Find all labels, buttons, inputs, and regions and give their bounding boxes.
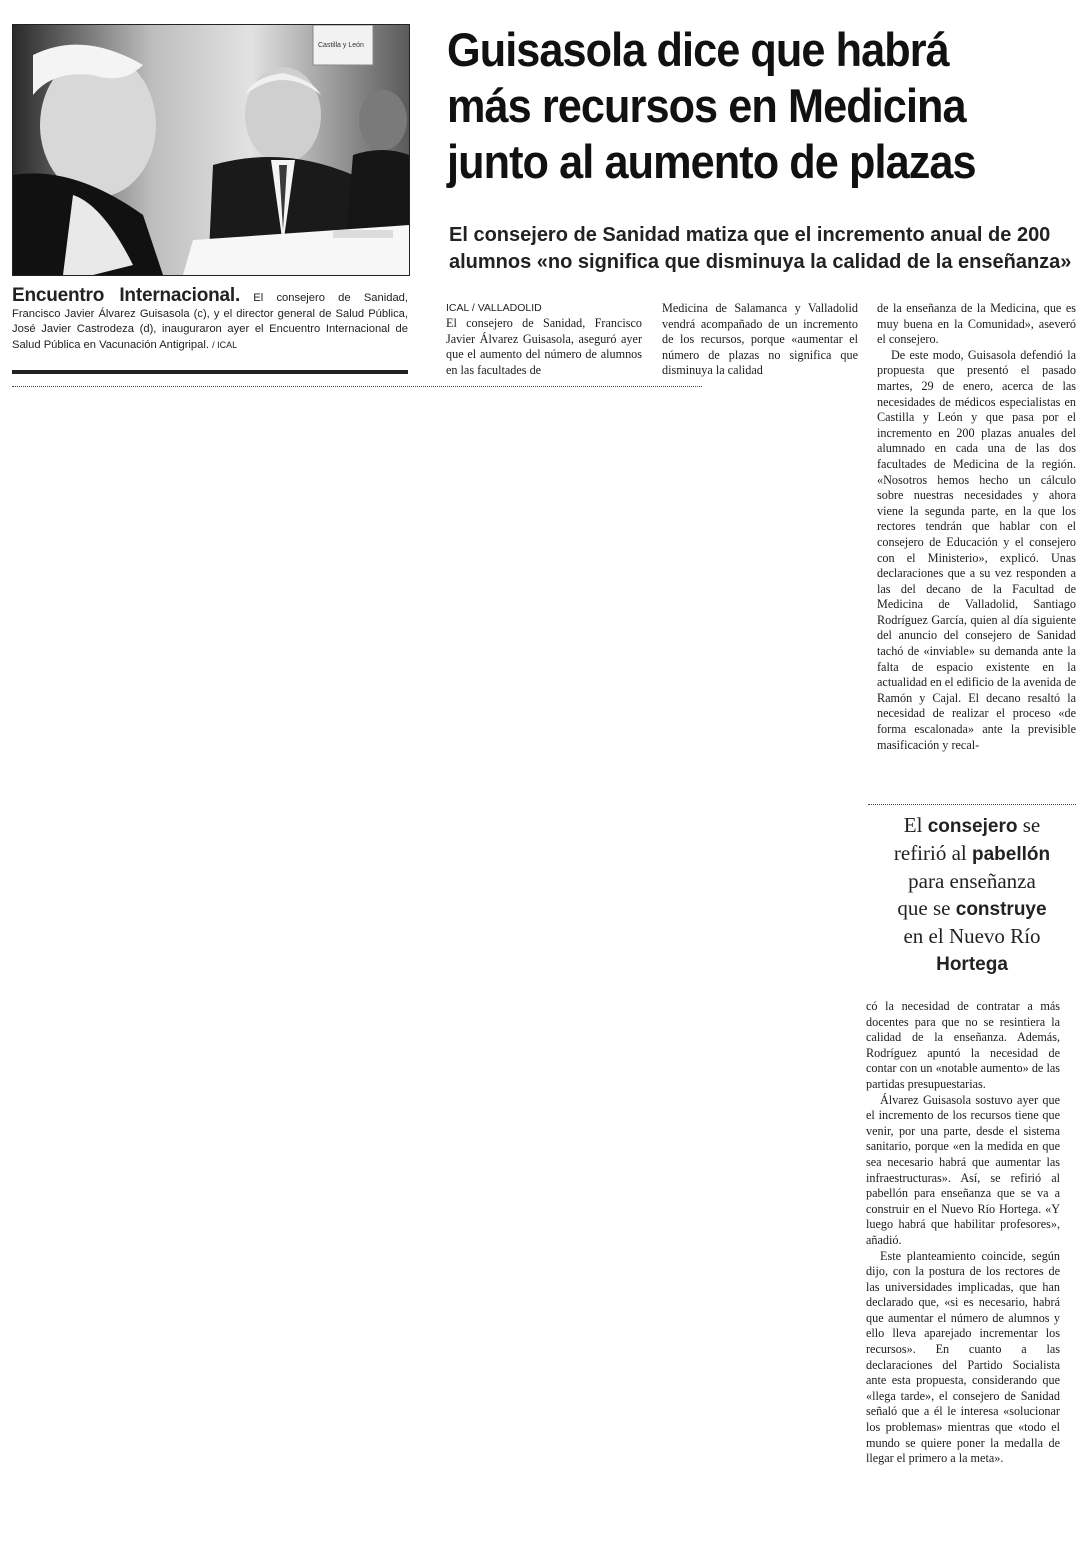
headline-line: junto al aumento de plazas: [447, 135, 976, 188]
caption-rule: [12, 370, 408, 374]
pullquote-emphasis: Hortega: [936, 954, 1008, 975]
article-paragraph: de la enseñanza de la Medicina, que es muy buena en la Comunidad», aseveró el consejero.: [877, 301, 1076, 347]
pullquote-line: [868, 812, 1076, 840]
article-paragraph: Medicina de Salamanca y Valladolid vendrá acompañado de un incremento de los recursos, porque «aumentar el número de plazas no significa que disminuya la calidad: [662, 301, 858, 378]
article-paragraph: Álvarez Guisasola sostuvo ayer que el incremento de los recursos tiene que venir, por una parte, desde el sistema sanitario, porque «en la medida en que sea necesario habrá que aumentar las infraestructuras». Así, se refirió al pabellón para enseñanza que se va a construir en el Nuevo Río Hortega. «Y luego habrá que habilitar profesores», añadió.: [866, 1092, 1060, 1247]
headline: [447, 22, 1027, 190]
subheadline: [449, 222, 1072, 276]
article-paragraph: có la necesidad de contratar a más docentes para que no se resintiera la calidad de la enseñanza. Además, Rodríguez apuntó la necesidad de contar con un «notable aumento» de las partidas presupuestarias.: [866, 999, 1060, 1091]
subheadline-line: El consejero de Sanidad matiza que el incremento anual de 200: [449, 224, 1051, 246]
pullquote-text: para enseñanza: [908, 869, 1036, 893]
news-photo: [12, 24, 410, 276]
pullquote-text: en el Nuevo Río: [903, 924, 1041, 948]
article-column-3-bottom: [866, 999, 1060, 1467]
pullquote-text: que se: [897, 896, 956, 920]
caption-lead: Encuentro Internacional.: [12, 285, 241, 306]
pullquote-line: [868, 923, 1076, 950]
pullquote-line: [868, 868, 1076, 895]
article-column-3-top: [877, 301, 1076, 753]
pullquote-emphasis: construye: [955, 899, 1047, 920]
article-paragraph: Este planteamiento coincide, según dijo, con la postura de los rectores de las universidades implicadas, que han declarado que, «si es necesario, habrá que aumentar el número de alumnos y ello lleva aparejado incrementar los recursos». En cuanto a las declaraciones del Partido Socialista ante esta propuesta, considerando que «llega tarde», el consejero de Sanidad señaló que a él le interesa «solucionar los problemas» mientras que «todo el mundo se quiere poner la medalla de llegar el primero a la meta».: [866, 1248, 1060, 1466]
pullquote-text: refirió al: [893, 841, 972, 865]
section-divider: [12, 386, 702, 387]
subheadline-line: alumnos «no significa que disminuya la calidad de la enseñanza»: [449, 251, 1072, 273]
pullquote: [868, 812, 1076, 978]
photo-illustration: [13, 25, 409, 275]
caption-credit: / ICAL: [212, 339, 238, 350]
headline-line: más recursos en Medicina: [447, 79, 966, 132]
byline: ICAL / VALLADOLID: [446, 302, 542, 314]
article-column-1: [446, 316, 642, 378]
pullquote-emphasis: consejero: [927, 816, 1018, 837]
headline-line: Guisasola dice que habrá: [447, 23, 949, 76]
pullquote-line: [868, 895, 1076, 923]
article-paragraph: El consejero de Sanidad, Francisco Javier Álvarez Guisasola, aseguró ayer que el aumento del número de alumnos en las facultades de: [446, 316, 642, 377]
pullquote-text: El: [903, 813, 928, 837]
article-paragraph: De este modo, Guisasola defendió la propuesta que presentó el pasado martes, 29 de enero, acerca de las necesidades de médicos especialistas en Castilla y León y que pasa por el incremento en 200 plazas anuales del alumnado en cada una de las dos facultades de Medicina de la región. «Nosotros hemos hecho un cálculo sobre nuestras necesidades y ahora viene la segunda parte, en la que los rectores tendrán que hablar con el consejero de Educación y el consejero con el Ministerio», explicó. Unas declaraciones que a su vez responden a las del decano de la Facultad de Medicina de Valladolid, Santiago Rodríguez García, quien al día siguiente del anuncio del consejero de Sanidad tachó de «inviable» su demanda ante la falta de espacio existente en la actualidad en el edificio de la avenida de Ramón y Cajal. El decano resaltó la necesidad de realizar el proceso «de forma escalonada» ante la previsible masificación y recal-: [877, 347, 1076, 752]
photo-sign-text: Castilla y León: [318, 42, 364, 49]
article-column-2: [662, 301, 858, 379]
pullquote-line: [868, 840, 1076, 868]
pullquote-line: [868, 950, 1076, 978]
photo-caption: [12, 285, 409, 353]
pullquote-divider: [868, 804, 1076, 805]
pullquote-text: se: [1017, 813, 1041, 837]
caption-text: El consejero de Sanidad, Francisco Javier Álvarez Guisasola (c), y el director general de Salud Pública, José Javier Castrodeza (d), inauguraron ayer el Encuentro Internacional de Salud Pública en Vacunación Antigripal.: [12, 292, 409, 351]
pullquote-emphasis: pabellón: [972, 844, 1051, 865]
